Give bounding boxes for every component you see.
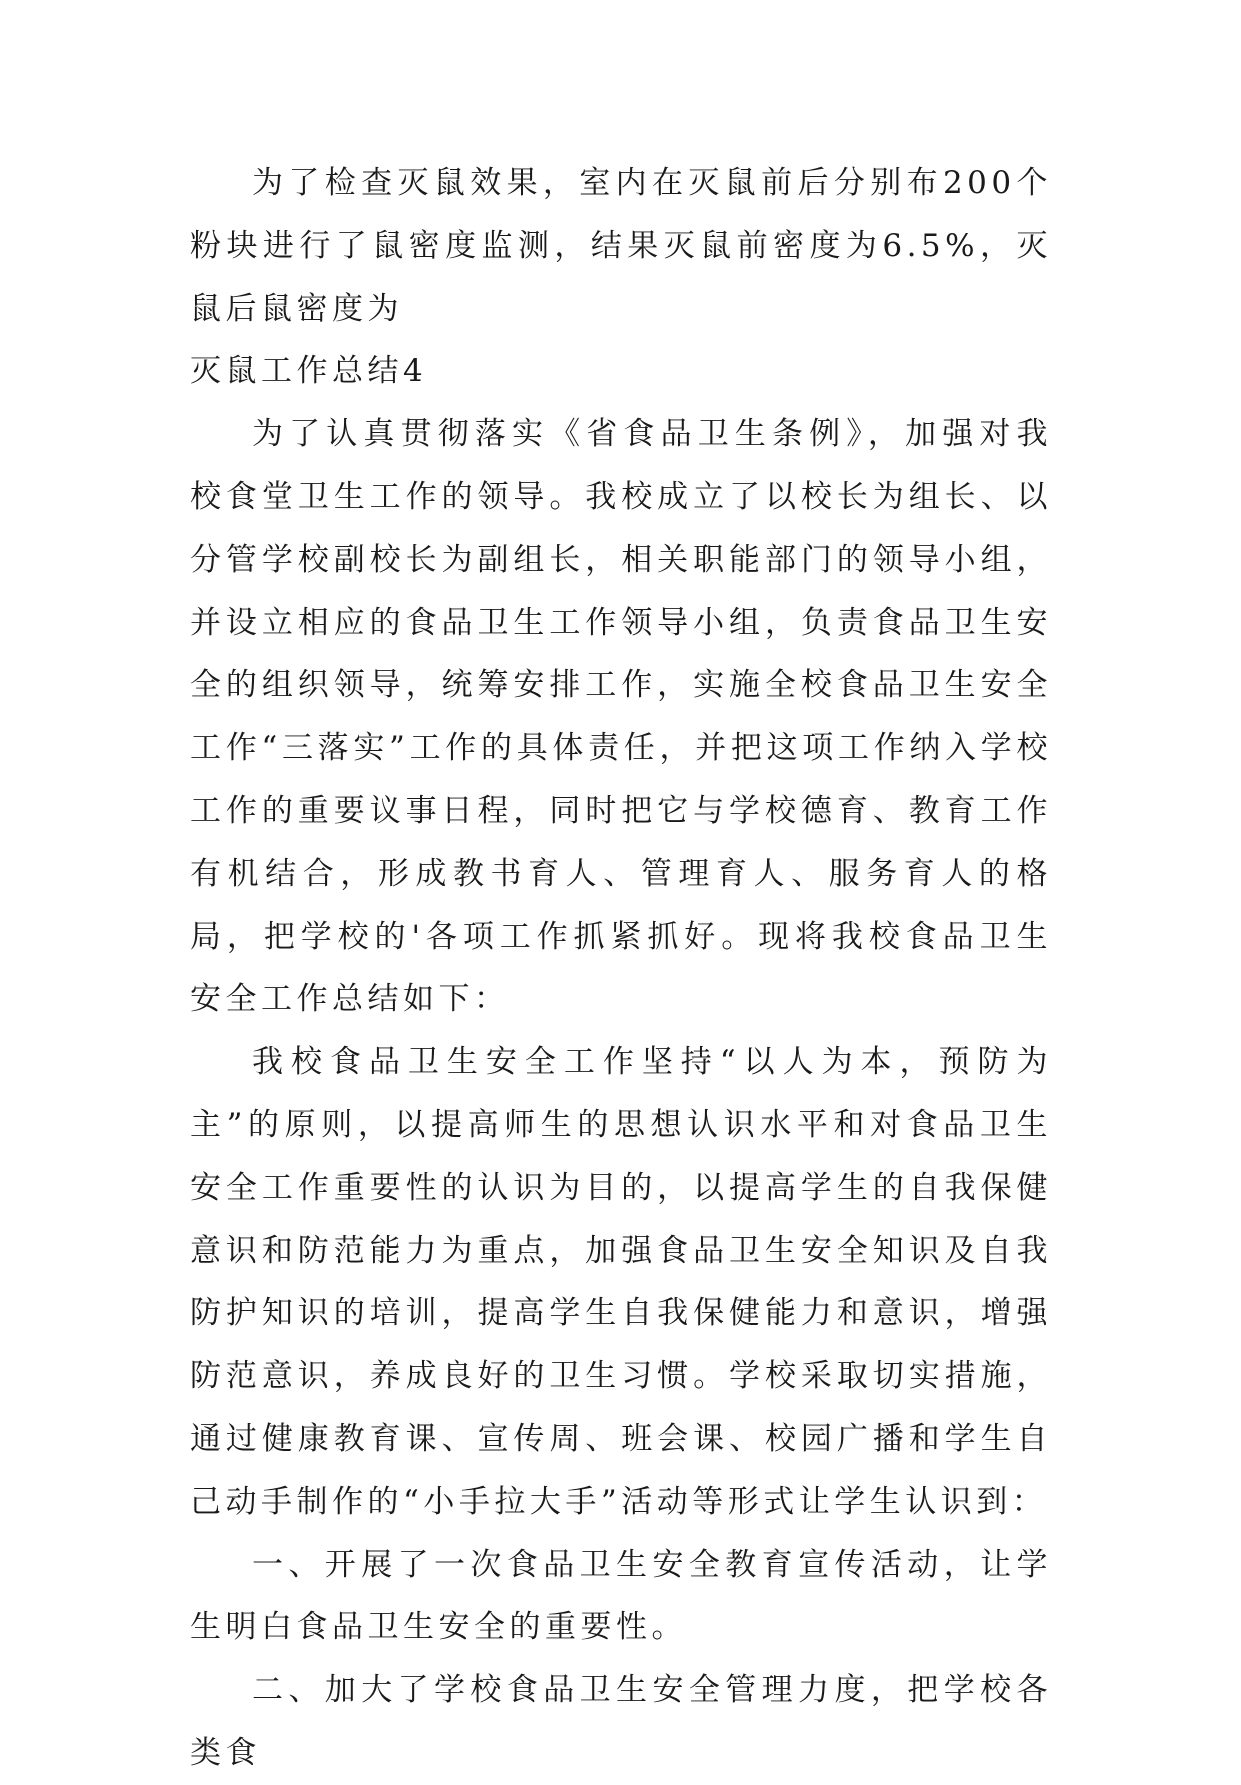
paragraph-leadership: 为了认真贯彻落实《省食品卫生条例》，加强对我校食堂卫生工作的领导。我校成立了以校长为组长、以分管学校副校长为副组长，相关职能部门的领导小组，并设立相应的食品卫生工作领导小组，负责食品卫生安全的组织领导，统筹安排工作，实施全校食品卫生安全工作“三落实”工作的具体责任，并把这项工作纳入学校工作的重要议事日程，同时把它与学校德育、教育工作有机结合，形成教书育人、管理育人、服务育人的格局，把学校的'各项工作抓紧抓好。现将我校食品卫生安全工作总结如下：: [190, 416, 1052, 1018]
paragraph-item-one: 一、开展了一次食品卫生安全教育宣传活动，让学生明白食品卫生安全的重要性。: [190, 1546, 1052, 1646]
paragraph-item-two: 二、加大了学校食品卫生安全管理力度，把学校各类食: [190, 1672, 1052, 1771]
document-body: [190, 152, 1052, 1785]
paragraph-principles: 我校食品卫生安全工作坚持“以人为本，预防为主”的原则，以提高师生的思想认识水平和对食品卫生安全工作重要性的认识为目的，以提高学生的自我保健意识和防范能力为重点，加强食品卫生安全知识及自我防护知识的培训，提高学生自我保健能力和意识，增强防范意识，养成良好的卫生习惯。学校采取切实措施，通过健康教育课、宣传周、班会课、校园广播和学生自己动手制作的“小手拉大手”活动等形式让学生认识到：: [190, 1044, 1052, 1520]
paragraph-rat-density-check: 为了检查灭鼠效果，室内在灭鼠前后分别布200个粉块进行了鼠密度监测，结果灭鼠前密度为6.5%，灭鼠后鼠密度为: [190, 165, 1052, 327]
section-title: 灭鼠工作总结4: [190, 353, 428, 390]
